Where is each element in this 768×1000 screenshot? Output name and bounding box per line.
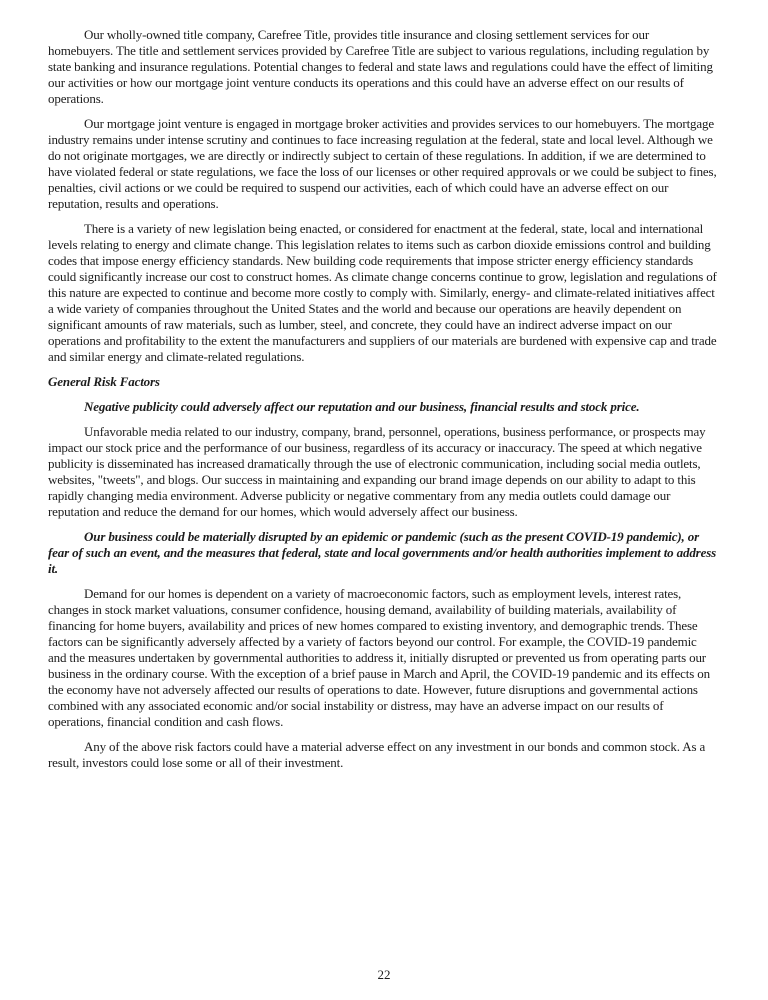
paragraph: Our mortgage joint venture is engaged in mortgage broker activities and provides services to our homebuyers. The mortgage industry remains under intense scrutiny and continues to face increasing regulation at the federal, state and local level. Although we do not originate mortgages, we are directly or indirectly subject to certain of these regulations. In addition, if we are determined to have violated federal or state regulations, we face the loss of our licenses or other required approvals or we could be subject to fines, penalties, civil actions or we could be required to suspend our activities, each of which could have an adverse effect on our reputation, results and operations. — [48, 116, 717, 211]
paragraph: Any of the above risk factors could have a material adverse effect on any investment in our bonds and common stock. As a result, investors could lose some or all of their investment. — [48, 739, 706, 770]
paragraph: Unfavorable media related to our industry, company, brand, personnel, operations, business performance, or prospects may impact our stock price and the performance of our business, regardless of its accuracy or inaccuracy. The speed at which negative publicity is disseminated has increased dramatically through the use of electronic communication, including social media outlets, websites, "tweets", and blogs. Our success in maintaining and expanding our brand image depends on our ability to adapt to this rapidly changing media environment. Adverse publicity or negative commentary from any media outlets could damage our reputation and reduce the demand for our homes, which would adversely affect our business. — [48, 424, 706, 519]
paragraph: Demand for our homes is dependent on a variety of macroeconomic factors, such as employment levels, interest rates, changes in stock market valuations, consumer confidence, housing demand, availability of building materials, availability of financing for home buyers, availability and prices of new homes compared to existing inventory, and demographic trends. These factors can be significantly adversely affected by a variety of factors beyond our control. For example, the COVID-19 pandemic and the measures undertaken by governmental authorities to address it, initially disrupted or prevented us from operating parts our business in the ordinary course. With the exception of a brief pause in March and April, the COVID-19 pandemic and its effects on the economy have not adversely affected our results of operations to date. However, future disruptions and governmental actions combined with any associated economic and/or social instability or distress, may have an adverse impact on our results of operations, financial condition and cash flows. — [48, 586, 710, 729]
page-number: 22 — [377, 967, 391, 982]
risk-factor-heading: Our business could be materially disrupted by an epidemic or pandemic (such as the present COVID-19 pandemic), or fear of such an event, and the measures that federal, state and local governments and/or health authorities implement to address it. — [48, 529, 717, 576]
paragraph: Our wholly-owned title company, Carefree Title, provides title insurance and closing settlement services for our homebuyers. The title and settlement services provided by Carefree Title are subject to various regulations, including regulation by state banking and insurance regulations. Potential changes to federal and state laws and regulations could have the effect of limiting our activities or how our mortgage joint venture conducts its operations and this could have an adverse effect on our results of operations. — [48, 27, 713, 106]
paragraph: There is a variety of new legislation being enacted, or considered for enactment at the federal, state, local and international levels relating to energy and climate change. This legislation relates to items such as carbon dioxide emissions control and building codes that impose energy efficiency standards. New building code requirements that impose stricter energy efficiency standards could significantly increase our cost to construct homes. As climate change concerns continue to grow, legislation and regulations of this nature are expected to continue and become more costly to comply with. Similarly, energy- and climate-related initiatives affect a wide variety of companies throughout the United States and the world and because our operations are heavily dependent on significant amounts of raw materials, such as lumber, steel, and concrete, they could have an indirect adverse impact on our operations and profitability to the extent the manufacturers and suppliers of our materials are burdened with expensive cap and trade and similar energy and climate-related regulations. — [48, 221, 717, 364]
page-body — [48, 27, 717, 780]
section-heading: General Risk Factors — [48, 374, 160, 389]
risk-factor-heading: Negative publicity could adversely affect our reputation and our business, financial results and stock price. — [84, 399, 640, 414]
